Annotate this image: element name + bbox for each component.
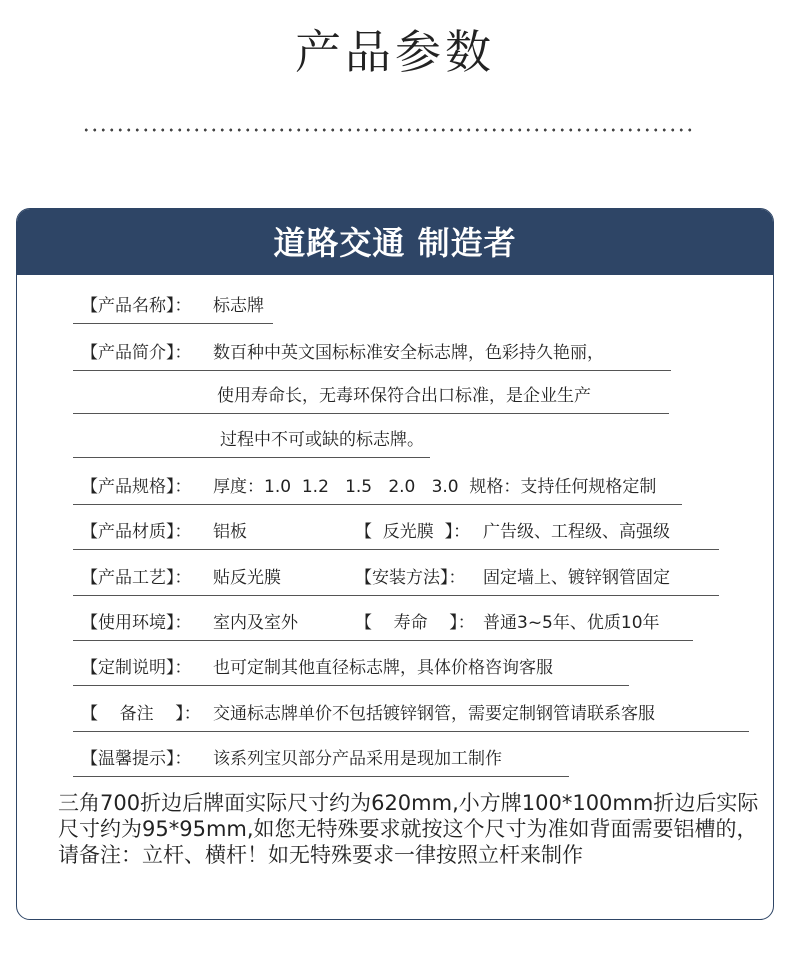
value-product-material: 铝板 (213, 522, 247, 542)
label-product-intro: 【产品简介】： (81, 343, 192, 363)
row-underline (73, 685, 629, 686)
value-product-name: 标志牌 (213, 296, 264, 316)
card-header: 道路交通 制造者 (17, 209, 773, 275)
value-product-intro-line2: 使用寿命长，无毒环保符合出口标准，是企业生产 (217, 386, 591, 406)
page-title: 产品参数 (295, 25, 495, 79)
label-install-method: 【安装方法】： (355, 568, 466, 588)
row-underline (73, 457, 430, 458)
value-lifespan: 普通3~5年、优质10年 (483, 613, 660, 633)
label-product-name: 【产品名称】： (81, 296, 192, 316)
value-remarks: 交通标志牌单价不包括镀锌钢管，需要定制钢管请联系客服 (213, 704, 655, 724)
row-underline (73, 413, 669, 414)
row-underline (73, 323, 273, 324)
value-environment: 室内及室外 (213, 613, 298, 633)
value-product-spec: 厚度：1.0 1.2 1.5 2.0 3.0 规格：支持任何规格定制 (213, 477, 657, 497)
label-reflective-film: 【 反光膜 】： (355, 522, 471, 542)
label-product-material: 【产品材质】： (81, 522, 192, 542)
row-underline (73, 731, 749, 732)
value-product-process: 贴反光膜 (213, 568, 281, 588)
size-note: 三角700折边后牌面实际尺寸约为620mm,小方牌100*100mm折边后实际尺寸约为95*95mm,如您无特殊要求就按这个尺寸为准如背面需要铝槽的，请备注：立杆、横杆！如无特殊要求一律按照立杆来制作 (58, 791, 759, 867)
row-underline (73, 549, 719, 550)
value-product-intro-line3: 过程中不可或缺的标志牌。 (220, 430, 424, 450)
row-underline (73, 776, 569, 777)
value-tips: 该系列宝贝部分产品采用是现加工制作 (213, 749, 502, 769)
label-remarks: 【 备注 】： (81, 704, 201, 724)
value-reflective-film: 广告级、工程级、高强级 (483, 522, 670, 542)
row-underline (73, 504, 682, 505)
row-underline (73, 370, 671, 371)
label-tips: 【温馨提示】： (81, 749, 192, 769)
label-product-spec: 【产品规格】： (81, 477, 192, 497)
label-lifespan: 【 寿命 】： (355, 613, 475, 633)
label-customization: 【定制说明】： (81, 658, 192, 678)
value-install-method: 固定墙上、镀锌钢管固定 (483, 568, 670, 588)
dotted-divider (82, 128, 694, 132)
value-customization: 也可定制其他直径标志牌，具体价格咨询客服 (213, 658, 553, 678)
row-underline (73, 595, 719, 596)
label-product-process: 【产品工艺】： (81, 568, 192, 588)
label-environment: 【使用环境】： (81, 613, 192, 633)
row-underline (73, 640, 693, 641)
value-product-intro-line1: 数百种中英文国标标准安全标志牌，色彩持久艳丽， (213, 343, 604, 363)
